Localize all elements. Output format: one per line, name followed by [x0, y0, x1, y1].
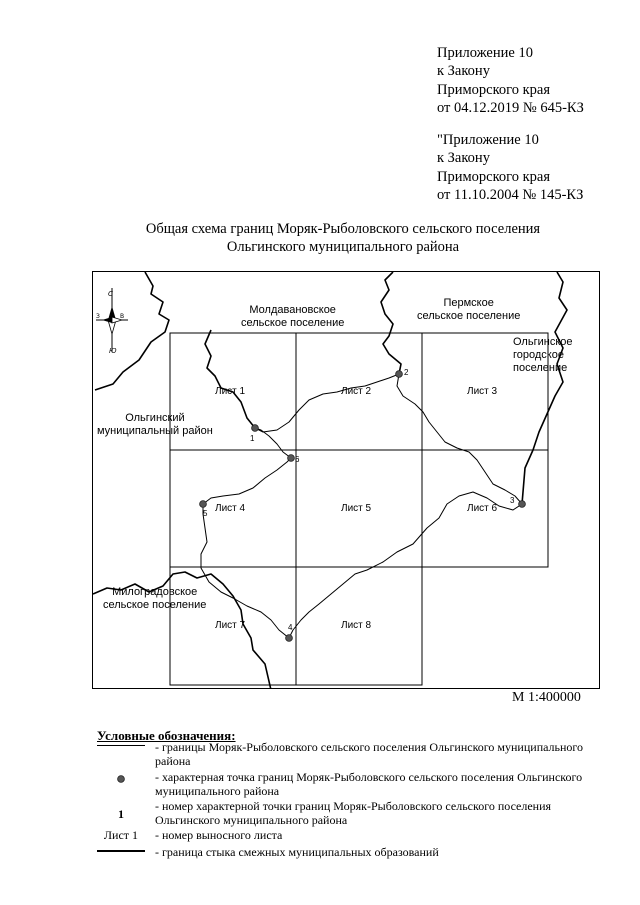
page-subtitle: Ольгинского муниципального района [226, 239, 460, 255]
appendix-line: Приморского края [437, 168, 551, 185]
boundary-northwest [95, 272, 169, 390]
legend-junction-line-icon [97, 850, 145, 852]
boundary-point-5 [200, 501, 207, 508]
region-label-line: сельское поселение [241, 317, 345, 329]
region-label-line: Пермское [443, 297, 494, 309]
point-label-1: 1 [250, 434, 255, 443]
region-label-moldavanovskoe [241, 304, 344, 330]
legend-point-number-symbol: 1 [118, 807, 124, 821]
municipal-boundaries [93, 272, 567, 689]
region-label-olginsky-rayon [97, 412, 213, 438]
sheet-label-4: Лист 4 [215, 503, 246, 514]
point-label-3: 3 [510, 496, 515, 505]
appendix-line: Приложение 10 [437, 45, 533, 61]
legend-item-text: - граница стыка смежных муниципальных образований [155, 845, 439, 859]
region-label-line: муниципальный район [97, 425, 213, 437]
boundary-segment-4-5 [201, 504, 289, 638]
point-label-4: 4 [288, 623, 293, 632]
sheet-label-5: Лист 5 [341, 503, 372, 514]
region-label-line: Ольгинское [513, 336, 573, 348]
legend-item-text: - номер выносного листа [155, 828, 283, 842]
sheet-label-6: Лист 6 [467, 503, 498, 514]
region-label-olginskoe [513, 336, 573, 375]
sheet-label-8: Лист 8 [341, 620, 372, 631]
boundary-point-1 [252, 425, 259, 432]
compass-rose-icon [96, 288, 128, 355]
legend-point-icon [97, 771, 145, 781]
compass-east-label: В [120, 313, 125, 320]
map-scale: М 1:400000 [512, 690, 581, 705]
appendix-current [437, 44, 584, 117]
appendix-original [437, 131, 583, 204]
sheet-label-3: Лист 3 [467, 386, 498, 397]
appendix-line: "Приложение 10 [437, 132, 539, 148]
map-frame [92, 271, 600, 689]
sheet-label-7: Лист 7 [215, 620, 246, 631]
boundary-point-2 [396, 371, 403, 378]
boundary-segment-2-3 [397, 374, 522, 504]
appendix-line: от 11.10.2004 № 145-КЗ [437, 186, 584, 203]
region-label-line: Молдавановское [249, 304, 336, 316]
compass-west-label: З [96, 313, 100, 320]
compass-north-label: С [108, 290, 113, 298]
region-label-line: сельское поселение [103, 599, 207, 611]
boundary-permskoe [381, 272, 401, 374]
boundary-olginskoe [522, 272, 567, 504]
point-label-5: 5 [203, 509, 208, 518]
legend-sheet-symbol: Лист 1 [103, 828, 139, 842]
compass-south-label: Ю [109, 347, 117, 355]
boundary-segment-5-6 [203, 458, 291, 504]
page-title: Общая схема границ Моряк-Рыболовского сельского поселения [145, 221, 541, 237]
boundary-point-6 [288, 455, 295, 462]
region-label-milogradovskoe [103, 586, 206, 612]
appendix-line: от 04.12.2019 № 645-КЗ [437, 99, 584, 116]
boundary-point-4 [286, 635, 293, 642]
appendix-line: к Закону [437, 63, 490, 80]
region-label-line: Милоградовское [112, 586, 198, 598]
appendix-line: Приморского края [437, 81, 551, 98]
point-label-6: 6 [295, 455, 300, 464]
boundary-segment-1-2 [255, 374, 399, 432]
boundary-segment-6-1 [255, 428, 291, 458]
legend-item-text: - границы Моряк-Рыболовского сельского поселения Ольгинского муниципального района [155, 740, 584, 768]
region-label-line: Ольгинский [125, 412, 185, 424]
legend-boundary-line-icon [97, 745, 145, 746]
region-label-line: поселение [513, 362, 568, 374]
region-label-permskoe [417, 297, 520, 323]
legend-title: Условные обозначения: [97, 728, 236, 743]
appendix-line: к Закону [437, 150, 490, 167]
region-label-line: городское [513, 349, 564, 361]
legend-item-text: - характерная точка границ Моряк-Рыболовского сельского поселения Ольгинского муниципального района [155, 770, 583, 798]
sheet-label-1: Лист 1 [215, 386, 246, 397]
legend-item-text: - номер характерной точки границ Моряк-Рыболовского сельского поселения Ольгинского муниципального района [155, 799, 552, 827]
boundary-point-3 [519, 501, 526, 508]
point-label-2: 2 [404, 368, 409, 377]
region-label-line: сельское поселение [417, 310, 521, 322]
sheet-label-2: Лист 2 [341, 386, 372, 397]
